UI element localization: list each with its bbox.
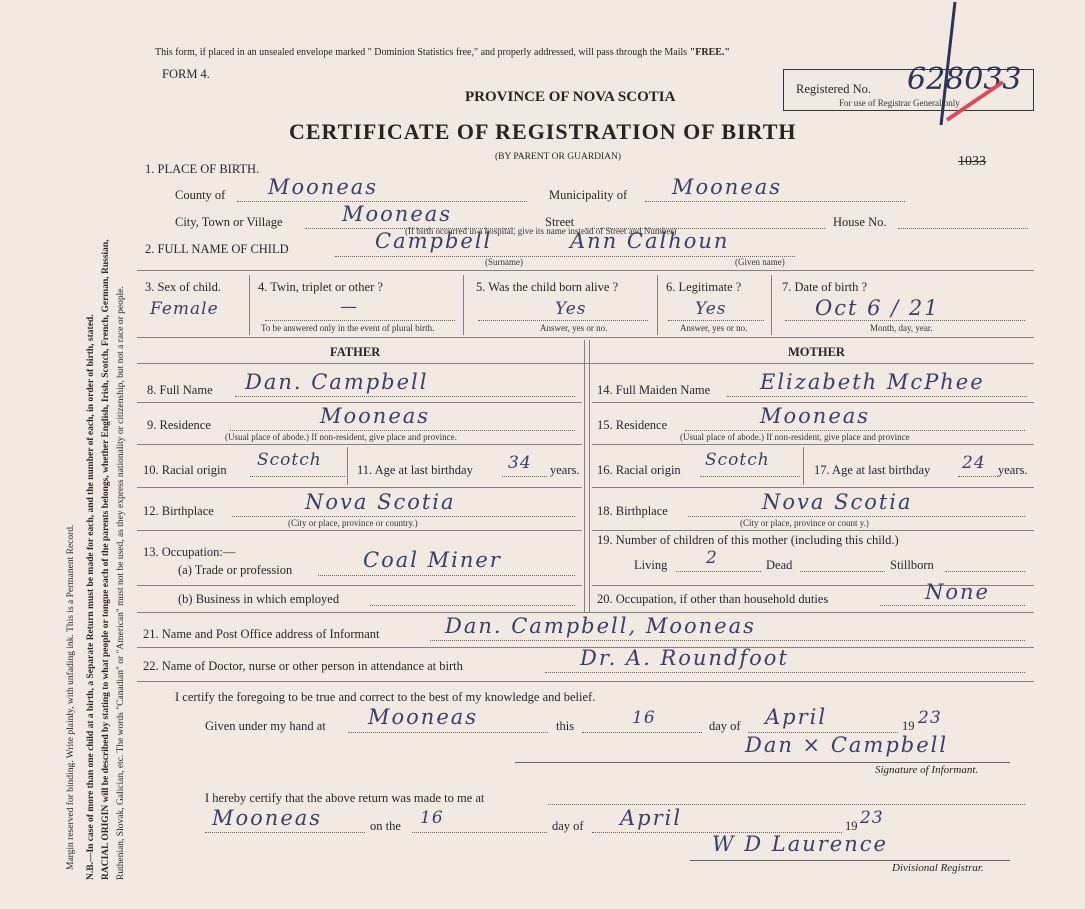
- father-racial: Scotch: [257, 450, 322, 470]
- father-name-label: 8. Full Name: [147, 383, 213, 397]
- divider: [137, 681, 1034, 682]
- mother-occupation: None: [925, 580, 990, 604]
- living-line: [676, 571, 761, 572]
- divider: [463, 275, 464, 335]
- mother-age-unit: years.: [998, 463, 1028, 477]
- surname-label: (Surname): [485, 257, 523, 267]
- registrar-year-prefix: 19: [845, 819, 858, 833]
- mother-age-label: 17. Age at last birthday: [814, 463, 931, 477]
- divider: [137, 270, 1034, 271]
- mother-racial-label: 16. Racial origin: [597, 463, 681, 477]
- informant-value: Dan. Campbell, Mooneas: [445, 614, 756, 638]
- this-label: this: [556, 719, 575, 733]
- registrar-day-of-label: day of: [552, 819, 584, 833]
- father-age-unit: years.: [550, 463, 580, 477]
- father-racial-label: 10. Racial origin: [143, 463, 227, 477]
- sex-value: Female: [150, 299, 219, 319]
- corner-number: 1033: [958, 154, 986, 169]
- mother-birthplace-note: (City or place, province or count y.): [740, 518, 869, 528]
- divider: [347, 447, 348, 485]
- divider: [592, 487, 1034, 488]
- divider: [592, 530, 1034, 531]
- given-at-line: [348, 732, 548, 733]
- dob-line: [785, 320, 1025, 321]
- mother-name: Elizabeth McPhee: [760, 370, 985, 394]
- registrar-place: Mooneas: [212, 806, 323, 830]
- father-business-line: [370, 605, 575, 606]
- mother-racial: Scotch: [705, 450, 770, 470]
- city-label: City, Town or Village: [175, 215, 283, 229]
- father-trade: Coal Miner: [363, 548, 502, 572]
- mother-racial-line: [700, 476, 800, 477]
- given-month: April: [765, 705, 828, 729]
- divider: [137, 337, 1034, 338]
- living-value: 2: [706, 548, 718, 568]
- registrar-place-line: [205, 832, 365, 833]
- given-name-label: (Given name): [735, 257, 785, 267]
- sex-label: 3. Sex of child.: [145, 280, 222, 294]
- mother-children-label: 19. Number of children of this mother (including this child.): [597, 533, 899, 547]
- divider: [592, 444, 1034, 445]
- registrar-month: April: [620, 806, 683, 830]
- mother-name-label: 14. Full Maiden Name: [597, 383, 711, 397]
- year-prefix: 19: [902, 719, 915, 733]
- registrar-signature-line: [690, 860, 1010, 861]
- legitimate-value: Yes: [695, 299, 727, 319]
- mother-name-line: [727, 396, 1027, 397]
- given-at-place: Mooneas: [368, 705, 479, 729]
- given-at-label: Given under my hand at: [205, 719, 326, 733]
- registrar-day: 16: [420, 808, 444, 828]
- county-label: County of: [175, 188, 226, 202]
- father-residence-line: [230, 430, 575, 431]
- divider: [592, 402, 1034, 403]
- form-number: FORM 4.: [162, 67, 210, 81]
- municipality-value: Mooneas: [672, 175, 783, 199]
- father-residence: Mooneas: [320, 404, 431, 428]
- dead-line: [800, 571, 885, 572]
- twin-line: [265, 320, 455, 321]
- mother-age: 24: [962, 453, 986, 473]
- registered-label: Registered No.: [796, 82, 871, 96]
- mother-heading: MOTHER: [788, 345, 845, 359]
- registrar-certify-line: [548, 804, 1025, 805]
- doctor-line: [545, 672, 1025, 673]
- mother-residence-note: (Usual place of abode.) If non-resident, give place and province: [680, 432, 910, 442]
- divider: [137, 585, 582, 586]
- margin-note-multiple-births: N.B.—In case of more than one child at a birth, a Separate Return must be made for each, and the number of each, in order of birth, stated.: [86, 314, 96, 880]
- divider: [249, 275, 250, 335]
- divider: [657, 275, 658, 335]
- father-name-line: [235, 396, 575, 397]
- informant-certify: I certify the foregoing to be true and correct to the best of my knowledge and belief.: [175, 690, 596, 704]
- doctor-value: Dr. A. Roundfoot: [580, 646, 789, 670]
- house-line: [898, 228, 1028, 229]
- municipality-line: [645, 201, 905, 202]
- registrar-day-line: [412, 832, 547, 833]
- father-age-line: [502, 476, 547, 477]
- mother-occupation-line: [880, 605, 1025, 606]
- father-name: Dan. Campbell: [245, 370, 429, 394]
- mother-occupation-label: 20. Occupation, if other than household duties: [597, 592, 829, 606]
- father-racial-line: [250, 476, 345, 477]
- street-label: Street: [545, 215, 575, 229]
- registrar-pen-marks: [925, 0, 1015, 130]
- stillborn-line: [945, 571, 1025, 572]
- dob-label: 7. Date of birth ?: [782, 280, 868, 294]
- registrar-signature: W D Laurence: [712, 832, 888, 856]
- alive-value: Yes: [555, 299, 587, 319]
- legitimate-line: [668, 320, 764, 321]
- margin-note-racial-origin: RACIAL ORIGIN will be described by stating to what people or tongue each of the parents belongs, whether English, Irish, Scotch, French, German, Russian,: [101, 239, 111, 880]
- father-birthplace: Nova Scotia: [305, 490, 456, 514]
- divider: [771, 275, 772, 335]
- divider: [584, 340, 585, 612]
- twin-note: To be answered only in the event of plural birth.: [261, 323, 435, 333]
- margin-note-racial-origin-2: Ruthenian, Slovak, Galician, etc. The words "Canadian" or "American" must not be used, as they express nationality or citizenship, but not a race or people.: [116, 286, 126, 880]
- legitimate-note: Answer, yes or no.: [680, 323, 748, 333]
- twin-label: 4. Twin, triplet or other ?: [258, 280, 383, 294]
- stillborn-label: Stillborn: [890, 558, 934, 572]
- dob-value: Oct 6 / 21: [815, 296, 940, 320]
- child-name-line: [335, 256, 795, 257]
- registrar-certify: I hereby certify that the above return was made to me at: [205, 791, 485, 805]
- informant-line: [430, 640, 1025, 641]
- informant-signature-label: Signature of Informant.: [875, 764, 979, 776]
- signature-line: [515, 762, 1010, 763]
- father-age: 34: [508, 453, 532, 473]
- father-birthplace-note: (City or place, province or country.): [288, 518, 418, 528]
- informant-signature: Dan × Campbell: [745, 733, 949, 757]
- alive-label: 5. Was the child born alive ?: [476, 280, 619, 294]
- municipality-label: Municipality of: [549, 188, 628, 202]
- informant-label: 21. Name and Post Office address of Informant: [143, 627, 380, 641]
- page-title: CERTIFICATE OF REGISTRATION OF BIRTH: [289, 119, 797, 144]
- alive-note: Answer, yes or no.: [540, 323, 608, 333]
- divider: [137, 402, 582, 403]
- place-of-birth-label: 1. PLACE OF BIRTH.: [145, 162, 260, 176]
- father-heading: FATHER: [330, 345, 381, 359]
- father-occupation-label: 13. Occupation:—: [143, 545, 236, 559]
- mother-birthplace: Nova Scotia: [762, 490, 913, 514]
- child-given-name: Ann Calhoun: [570, 229, 730, 253]
- father-residence-label: 9. Residence: [147, 418, 211, 432]
- father-business-label: (b) Business in which employed: [178, 592, 340, 606]
- divider: [137, 487, 582, 488]
- house-label: House No.: [833, 215, 887, 229]
- child-name-label: 2. FULL NAME OF CHILD: [145, 242, 289, 256]
- child-surname: Campbell: [375, 229, 493, 253]
- twin-value: —: [340, 297, 358, 317]
- alive-line: [478, 320, 648, 321]
- registrar-signature-label: Divisional Registrar.: [892, 862, 984, 874]
- city-value: Mooneas: [342, 202, 453, 226]
- father-birthplace-label: 12. Birthplace: [143, 504, 214, 518]
- divider: [589, 340, 590, 612]
- mother-residence: Mooneas: [760, 404, 871, 428]
- registered-number: 628033: [907, 62, 1022, 97]
- mail-notice-text: This form, if placed in an unsealed envelope marked " Dominion Statistics free," and properly addressed, will pass through the Mails: [155, 47, 690, 58]
- given-day: 16: [632, 708, 656, 728]
- given-year: 23: [918, 708, 942, 728]
- divider: [137, 530, 582, 531]
- divider: [137, 612, 1034, 613]
- father-residence-note: (Usual place of abode.) If non-resident, give place and province.: [225, 432, 457, 442]
- day-of-label: day of: [709, 719, 741, 733]
- father-birthplace-line: [232, 516, 575, 517]
- mother-age-line: [958, 476, 998, 477]
- on-the-label: on the: [370, 819, 401, 833]
- mother-residence-line: [685, 430, 1025, 431]
- registrar-year: 23: [860, 808, 884, 828]
- day-line: [582, 732, 702, 733]
- registered-sub-label: For use of Registrar General only: [839, 98, 960, 108]
- father-age-label: 11. Age at last birthday: [357, 463, 473, 477]
- province-heading: PROVINCE OF NOVA SCOTIA: [465, 89, 676, 105]
- doctor-label: 22. Name of Doctor, nurse or other person in attendance at birth: [143, 659, 463, 673]
- dead-label: Dead: [766, 558, 793, 572]
- page-subtitle: (BY PARENT OR GUARDIAN): [495, 152, 622, 162]
- mother-birthplace-line: [688, 516, 1025, 517]
- margin-note-binding: Margin reserved for binding. Write plainly, with unfading ink. This is a Permanent Record.: [66, 524, 76, 870]
- divider: [137, 363, 1034, 364]
- dob-note: Month, day, year.: [870, 323, 933, 333]
- father-trade-line: [318, 575, 575, 576]
- divider: [137, 444, 582, 445]
- mail-notice-free: "FREE.": [689, 47, 730, 58]
- mail-notice: [155, 47, 730, 58]
- father-trade-label: (a) Trade or profession: [178, 563, 293, 577]
- living-label: Living: [634, 558, 668, 572]
- legitimate-label: 6. Legitimate ?: [666, 280, 742, 294]
- mother-residence-label: 15. Residence: [597, 418, 668, 432]
- divider: [803, 447, 804, 485]
- county-value: Mooneas: [268, 175, 379, 199]
- hospital-note: (If birth occurred in a hospital, give its name instead of Street and Number): [405, 226, 677, 236]
- mother-birthplace-label: 18. Birthplace: [597, 504, 668, 518]
